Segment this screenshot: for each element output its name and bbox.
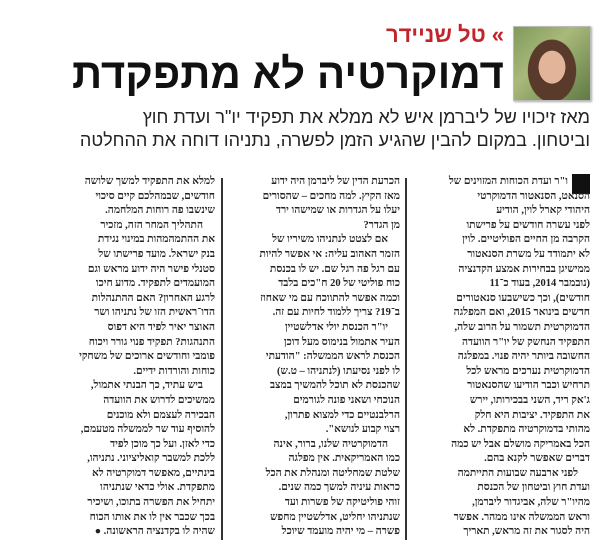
- text-line: מהותי בדמוקרטיה מתפקדת. לא: [463, 424, 590, 436]
- text-line: מאז הקיץ. למה מחכים – שהסורים: [262, 190, 400, 202]
- text-line: לו לפני נסיעתו (לנתניהו – ט.ש): [277, 365, 400, 377]
- text-line: לפני עשרה חודשים על פרישתו: [466, 219, 590, 231]
- text-line: הקרבה מן החיים הפוליטיים. לוין: [462, 234, 590, 246]
- text-line: דברים שאפשר לקנא בהם.: [484, 453, 590, 465]
- column-divider: [221, 178, 223, 540]
- text-line: רצוי קבוע לנושא".: [325, 424, 400, 436]
- text-line: התהליך המחר הזה, מזכיר: [100, 219, 203, 231]
- text-line: הבכירה לעצמם ולא מוכנים: [106, 409, 215, 421]
- text-line: ג'אק ריד, השני בבכירותו, יירש: [469, 394, 590, 406]
- text-line: הכרעת הדין של ליברמן היה ידוע: [271, 176, 400, 187]
- text-line: שנתניהו יחליט, אדלשטיין מחפש: [270, 511, 400, 523]
- chevron-icon: »: [491, 22, 504, 47]
- text-line: כמו האמריקאית. אין מפלגה: [288, 453, 400, 465]
- text-line: ו"ר ועדת הכוחות המזוינים של: [448, 176, 568, 187]
- column-divider: [405, 178, 407, 540]
- text-line: מן הגדר?: [363, 219, 400, 231]
- byline: [386, 22, 504, 48]
- text-line: וכמה אפשר להתווכח עם מי שאחוז: [260, 292, 400, 304]
- text-line: ללכת למשבר קואליציוני. נתניהו,: [87, 453, 215, 465]
- text-line: (נובמבר 2014, בעוד כ־11: [489, 278, 590, 290]
- article-column-3: [37, 175, 215, 540]
- text-line: חדשים בינואר 2015, ואם המפלגה: [453, 307, 590, 319]
- text-line: הדו־ראשית הזו של נתניהו ושר: [94, 307, 215, 319]
- text-line: יתחיל את הפשרה בתוכו, ושיכיר: [87, 497, 215, 509]
- text-line: כוחות והורדות ידיים.: [133, 365, 215, 377]
- text-line: הכל באמריקה מושלם אבל יש כמה: [451, 438, 590, 450]
- text-line: כראות עיניה למשך כמה שנים.: [278, 482, 400, 494]
- text-line: וראש הממשלה אינו ממהר. אפשר: [453, 511, 590, 523]
- text-line: פומבי וחודשים ארוכים של משחקי: [79, 351, 215, 363]
- text-line: מתפקדת. אולי כדאי שנתניהו: [100, 482, 215, 494]
- subheadline: [24, 106, 590, 152]
- text-line: ועדת חוץ וביטחון של הכנסת: [477, 482, 590, 494]
- text-line: מהיו"ר שלה, אביגדור ליברמן,: [472, 497, 590, 509]
- text-line: שהיה לו בקדנציה הראשונה. ●: [94, 526, 215, 538]
- text-line: לפני ארבעה שבועות התייתמה: [457, 467, 578, 479]
- text-line: התפקיד הנחשק של יו"ר הוועדה: [461, 336, 590, 348]
- text-line: בינתיים, מאפשר דמוקרטיה לא: [92, 467, 215, 479]
- text-line: עם רגל פה רגל שם. יש לו בכנסת: [269, 263, 400, 275]
- text-line: הזמר האהוב עליה: אי אפשר להיות: [259, 248, 400, 260]
- text-line: שינשבו פה רוחות המלחמה.: [105, 205, 215, 217]
- text-line: העיר אתמול בנימוס מעל דוכן: [283, 336, 400, 348]
- text-line: בכך שכבר אין לו את אותו הכוח: [89, 511, 215, 523]
- author-name: טל שניידר: [385, 22, 486, 47]
- text-line: שלטת שמחליטה ומנהלת את הכל: [265, 467, 400, 479]
- text-line: אם לצטט לנתניהו משיריו של: [272, 234, 388, 246]
- text-line: כדי לאזן. ועל כך מוכן לפיד: [110, 438, 215, 450]
- text-line: חודשים, שבמהלכם קיים סיכוי: [95, 190, 215, 202]
- text-line: חודשים), וכך כשישבעו סנאטורים: [456, 292, 590, 304]
- text-line: החשובה ביותר יהיה פנוי. במפלגה: [457, 351, 590, 363]
- text-line: ב־19? צריך ללמוד לחיות עם זה.: [272, 307, 400, 319]
- article-column-2: [228, 175, 400, 540]
- text-line: המועמדים לתפקיד. מדוע חיכו: [95, 278, 215, 290]
- text-line: הנוכחי ושאני פונה לגורמים: [293, 394, 400, 406]
- text-line: את התפקיד. יציבות היא חלק: [474, 409, 590, 421]
- text-line: היהודי קארל לוין, הודיע: [496, 205, 590, 217]
- text-line: הכנסת לראש הממשלה: "הודעתי: [265, 351, 400, 363]
- text-line: תרחיש וכבר הודיעו שהסנאטור: [467, 380, 590, 392]
- headline: דמוקרטיה לא מתפקדת: [72, 50, 504, 97]
- text-line: ממישיגן בבחירות אמצע הקדנציה: [458, 263, 590, 275]
- article-column-1: [412, 175, 590, 540]
- text-line: הרלבנטיים כדי למצוא פתרון,: [284, 409, 400, 421]
- text-line: סטנלי פישר היה ידוע מראש וגם: [87, 263, 215, 275]
- text-line: בנק ישראל. מועד פרישתו של: [98, 248, 215, 260]
- text-line: הדמוקרטיה שלנו, ברור, אינה: [273, 438, 388, 450]
- text-line: ממשיכים לדרוש את הוועדה: [103, 394, 215, 406]
- text-line: לרגע האחרון? האם ההתנהלות: [91, 292, 215, 304]
- text-line: יו"ר הכנסת יולי אדלשטיין: [284, 321, 388, 333]
- text-line: יעלו על הגדרות או שמישהו ירד: [275, 205, 400, 217]
- text-line: היה לסגור את זה מראש, תאריך: [463, 526, 590, 538]
- text-line: כוח פוליטי של 20 ח"כים בלבד: [278, 278, 400, 290]
- text-line: הסנאט, הסנאטור הדמוקרטי: [477, 190, 590, 202]
- text-line: שהכנסת לא תוכל להמשיך במצב: [269, 380, 400, 392]
- text-line: התנהגות? תפקיד פנוי גורר ויכוח: [88, 336, 215, 348]
- text-line: ביש עתיד, כך הבנתי אתמול,: [90, 380, 203, 392]
- text-line: למלא את התפקיד למשך שלושה: [84, 176, 215, 187]
- text-line: פשרה – מי יהיה מועמד שיוכל: [281, 526, 400, 538]
- text-line: הדמוקרטית תשמור על הרוב שלה,: [454, 321, 590, 333]
- text-line: לא יתמודד על משרת הסנאטור: [467, 248, 590, 260]
- text-line: הדמוקרטית נערכים מראש לכל: [466, 365, 590, 377]
- subheadline-line: וביטחון. במקום להבין שהגיע הזמן לפשרה, נתניהו דוחה את ההחלטה: [79, 130, 590, 150]
- text-line: האוצר יאיר לפיד היא דפוס: [107, 321, 215, 333]
- author-photo: [513, 26, 591, 101]
- text-line: את ההתמהמהות במינוי נגידת: [97, 234, 215, 246]
- subheadline-line: מאז זיכויו של ליברמן איש לא ממלא את תפקיד יו"ר ועדת חוץ: [142, 107, 590, 127]
- text-line: זוהי פוליטיקה של פשרות ועד: [284, 497, 400, 509]
- text-line: להוסיף עוד שר לממשלה מטעמם,: [80, 424, 215, 436]
